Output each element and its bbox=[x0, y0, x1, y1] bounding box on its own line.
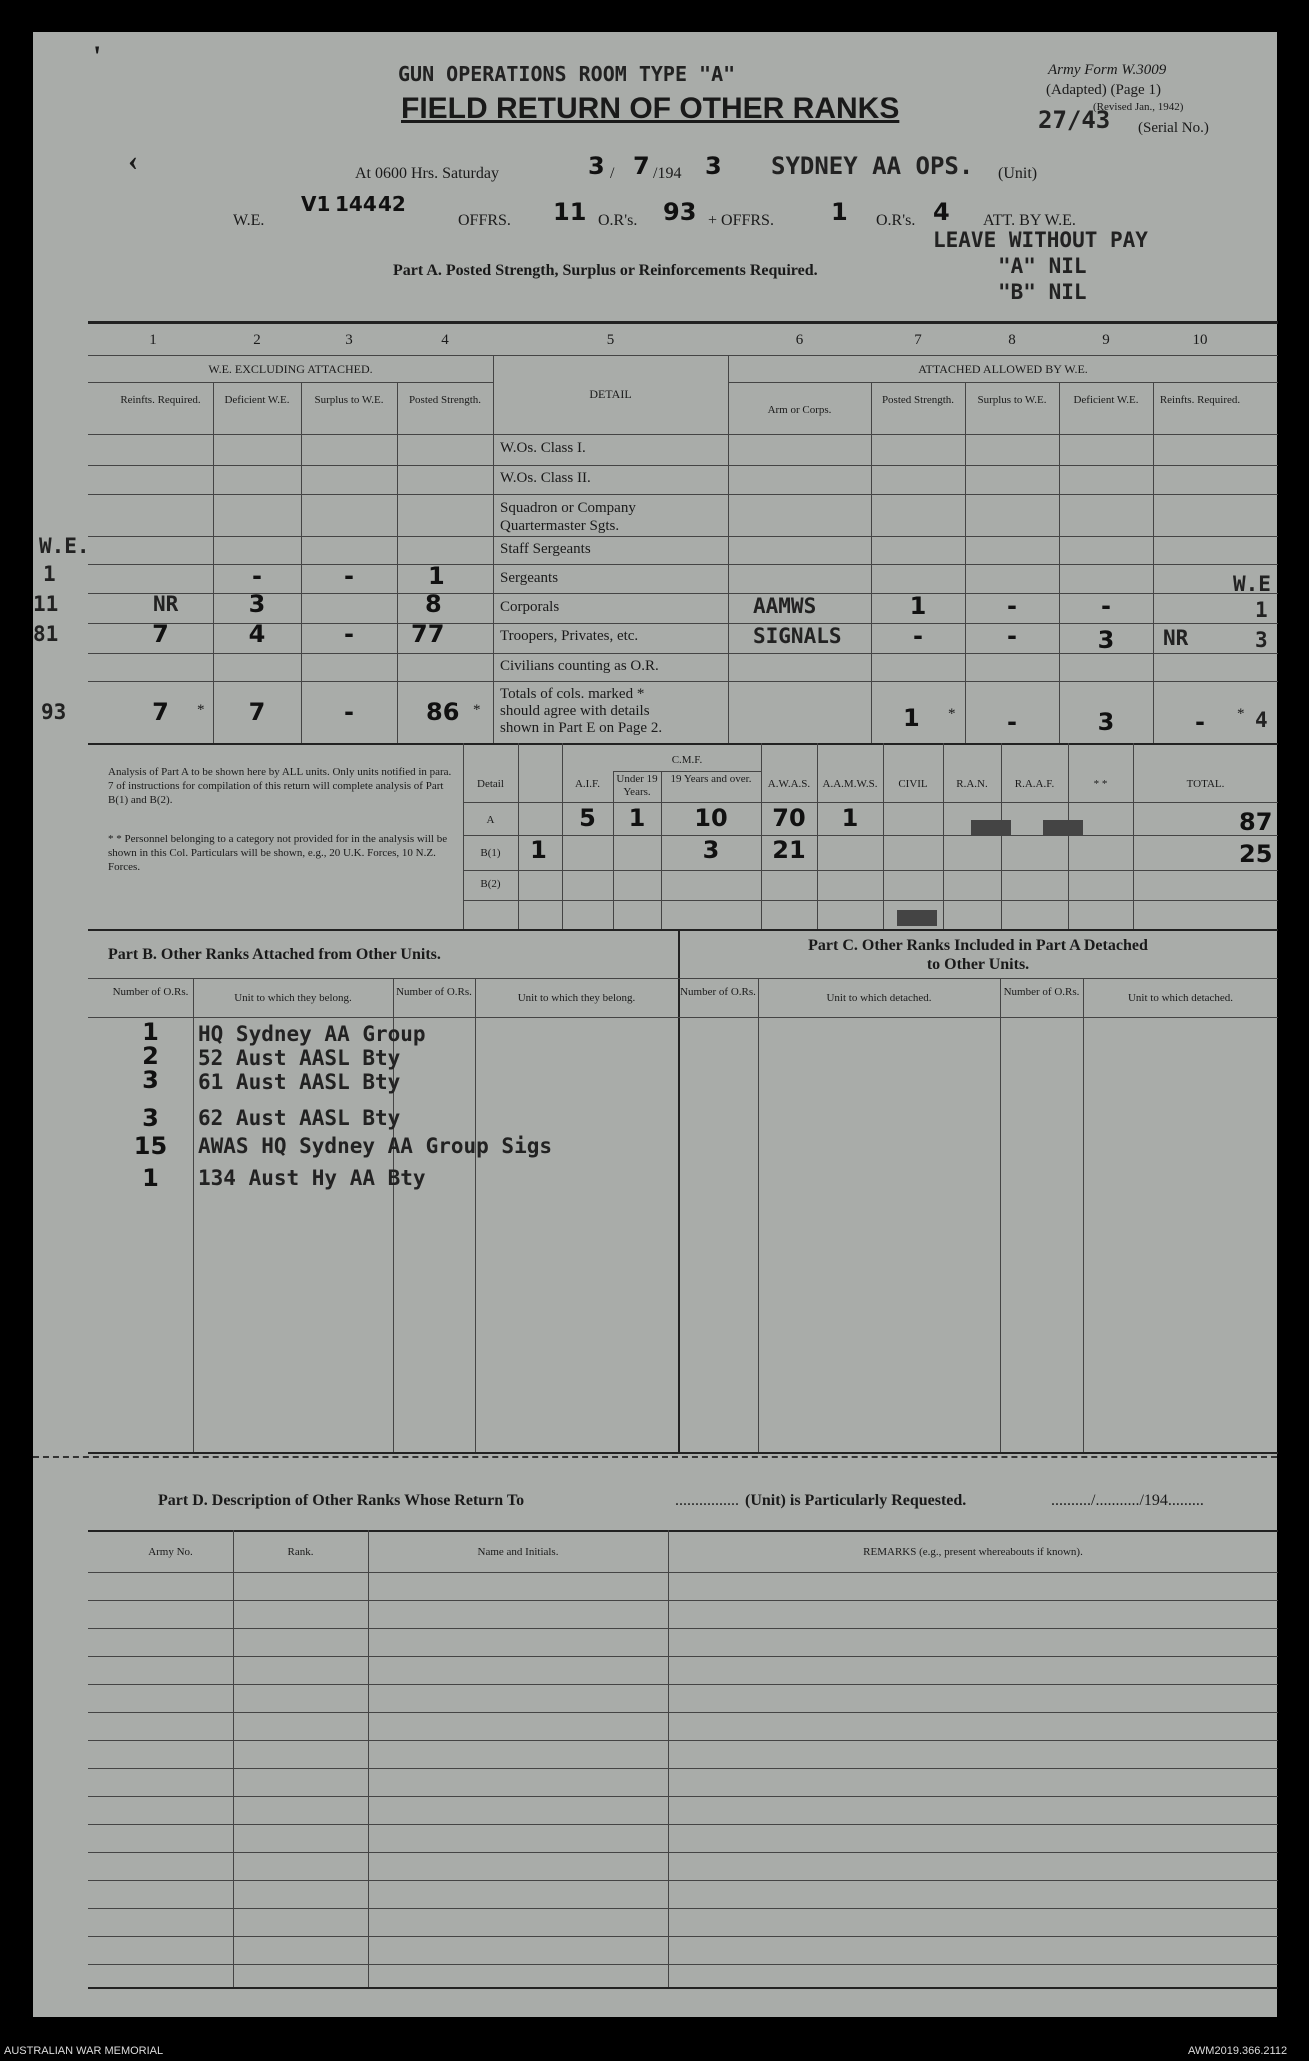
total-star-1: * bbox=[197, 702, 205, 718]
analysis-detail-header: Detail bbox=[477, 778, 504, 790]
col-number-3: 3 bbox=[345, 332, 353, 348]
margin-we-left: W.E. bbox=[39, 534, 90, 558]
rule bbox=[193, 978, 194, 1452]
corp-we-right: 1 bbox=[1255, 598, 1268, 622]
at-label: At 0600 Hrs. Saturday bbox=[355, 165, 499, 182]
offrs-value: 11 bbox=[553, 198, 587, 226]
total-star-3: * bbox=[948, 706, 956, 722]
part-a-title: Part A. Posted Strength, Surplus or Reinforcements Required. bbox=[393, 262, 818, 279]
analysis-aif-header: A.I.F. bbox=[574, 778, 601, 790]
rule bbox=[1059, 382, 1060, 743]
plus-offrs-label: + OFFRS. bbox=[708, 212, 774, 229]
rule bbox=[88, 494, 1278, 495]
analysis-b1-awas: 21 bbox=[772, 836, 806, 864]
month-value: 7 bbox=[633, 152, 650, 180]
corp-reinfts: NR bbox=[153, 592, 179, 616]
total-surplus: - bbox=[344, 698, 354, 726]
serg-we: 1 bbox=[43, 562, 56, 586]
rule bbox=[368, 1530, 369, 1987]
serg-surplus: - bbox=[344, 562, 354, 590]
header-arm-corps: Arm or Corps. bbox=[767, 404, 832, 416]
total-star-2: * bbox=[473, 702, 481, 718]
analysis-a-aamws: 1 bbox=[841, 804, 859, 832]
analysis-a-aif: 5 bbox=[579, 804, 596, 832]
part-d-date: ........../.........../194......... bbox=[1051, 1492, 1204, 1509]
leave-without-pay: LEAVE WITHOUT PAY bbox=[933, 228, 1148, 252]
form-sheet bbox=[33, 32, 1277, 2017]
rule bbox=[943, 743, 944, 929]
analysis-total-header: TOTAL. bbox=[1186, 778, 1225, 790]
rule bbox=[88, 1796, 1278, 1797]
ink-mark: ' bbox=[93, 40, 102, 73]
analysis-over19-header: 19 Years and over. bbox=[670, 773, 752, 785]
part-b-row1-unit: HQ Sydney AA Group bbox=[198, 1022, 426, 1046]
footer-accession: AWM2019.366.2112 bbox=[1188, 2045, 1288, 2057]
header-posted-strength: Posted Strength. bbox=[408, 394, 482, 406]
troop-deficient: 4 bbox=[248, 620, 266, 648]
troop-att-posted: - bbox=[913, 622, 923, 650]
rule bbox=[1001, 743, 1002, 929]
part-d-header-rank: Rank. bbox=[287, 1546, 314, 1558]
troop-surplus: - bbox=[344, 620, 354, 648]
att-label: ATT. BY W.E. bbox=[983, 212, 1076, 229]
col-number-10: 10 bbox=[1192, 332, 1208, 348]
part-d-title: Part D. Description of Other Ranks Whose Return To bbox=[158, 1492, 525, 1509]
part-b-row4-unit: 62 Aust AASL Bty bbox=[198, 1106, 401, 1130]
col-number-9: 9 bbox=[1102, 332, 1110, 348]
type-stamp: GUN OPERATIONS ROOM TYPE "A" bbox=[398, 62, 736, 86]
troop-we-right: 3 bbox=[1255, 628, 1268, 652]
corp-deficient: 3 bbox=[248, 590, 266, 618]
total-we-right: 4 bbox=[1255, 708, 1268, 732]
part-d-header-army-no: Army No. bbox=[148, 1546, 193, 1558]
slash: / bbox=[610, 165, 615, 182]
row-detail-qms: Squadron or Company Quartermaster Sgts. bbox=[500, 500, 636, 534]
plus-ors-label: O.R's. bbox=[876, 212, 916, 229]
total-att-surplus: - bbox=[1007, 708, 1017, 736]
part-c-title-2: to Other Units. bbox=[926, 956, 1030, 973]
rule bbox=[88, 1572, 1278, 1573]
row-detail-troopers: Troopers, Privates, etc. bbox=[500, 628, 639, 644]
rule bbox=[1083, 978, 1084, 1452]
rule bbox=[1153, 382, 1154, 743]
year-digit: 3 bbox=[705, 152, 722, 180]
analysis-b2-civil-redacted bbox=[897, 910, 937, 926]
ors-value: 93 bbox=[663, 198, 697, 226]
analysis-row-b1: B(1) bbox=[480, 847, 501, 859]
day-value: 3 bbox=[588, 152, 605, 180]
rule bbox=[88, 1740, 1278, 1741]
we-value-2: 144 bbox=[335, 192, 377, 216]
total-att-reinfts: - bbox=[1195, 708, 1205, 736]
corp-arm: AAMWS bbox=[753, 594, 817, 618]
rule bbox=[88, 536, 1278, 537]
total-we: 93 bbox=[41, 700, 67, 724]
analysis-note: Analysis of Part A to be shown here by ALL units. Only units notified in para. 7 of instructions for compilation of this return will complete analysis of Part B(1) and B(2). bbox=[108, 766, 452, 806]
part-c-header-unit: Unit to which detached. bbox=[826, 992, 932, 1004]
army-form-number: Army Form W.3009 bbox=[1048, 62, 1167, 78]
troop-arm: SIGNALS bbox=[753, 624, 842, 648]
rule bbox=[88, 1852, 1278, 1853]
rule bbox=[463, 802, 1278, 803]
part-b-header-unit-2: Unit to which they belong. bbox=[517, 992, 636, 1004]
col-number-6: 6 bbox=[795, 332, 804, 348]
troop-we: 81 bbox=[33, 622, 59, 646]
analysis-b1-total: 25 bbox=[1239, 840, 1273, 868]
analysis-other-header: * * bbox=[1093, 778, 1108, 790]
rule bbox=[88, 1017, 1278, 1018]
header-detail: DETAIL bbox=[589, 387, 632, 401]
rule bbox=[88, 1600, 1278, 1601]
rule bbox=[88, 1768, 1278, 1769]
unit-value: SYDNEY AA OPS. bbox=[771, 152, 974, 180]
rule bbox=[871, 382, 872, 743]
row-detail-wo2: W.Os. Class II. bbox=[500, 470, 591, 486]
rule bbox=[463, 743, 464, 929]
part-c-header-number-2: Number of O.Rs. bbox=[1003, 986, 1080, 998]
offrs-label: OFFRS. bbox=[458, 212, 511, 229]
corp-att-surplus: - bbox=[1007, 592, 1017, 620]
part-d-header-name: Name and Initials. bbox=[477, 1546, 559, 1558]
total-star-4: * bbox=[1237, 706, 1245, 722]
total-reinfts: 7 bbox=[152, 698, 169, 726]
rule bbox=[88, 1656, 1278, 1657]
analysis-under19-header: Under 19 Years. bbox=[616, 773, 658, 798]
analysis-a-ran-redacted bbox=[971, 820, 1011, 836]
part-d-dots: ................ bbox=[675, 1492, 739, 1509]
we-value-1: V1 bbox=[301, 192, 331, 216]
analysis-note-2: * * Personnel belonging to a category not provided for in the analysis will be shown in this Col. Particulars will be shown, e.g., 20 U.K. Forces, 10 N.Z. Forces. bbox=[108, 833, 448, 873]
adapted-label: (Adapted) (Page 1) bbox=[1046, 82, 1161, 98]
part-b-header-number: Number of O.Rs. bbox=[112, 986, 189, 998]
rule bbox=[88, 434, 1278, 435]
analysis-a-under19: 1 bbox=[628, 804, 646, 832]
rule bbox=[463, 870, 1278, 871]
leave-b: "B" NIL bbox=[998, 280, 1087, 304]
rule bbox=[88, 1936, 1278, 1937]
part-b-header-unit: Unit to which they belong. bbox=[234, 992, 352, 1004]
serial-label: (Serial No.) bbox=[1138, 120, 1209, 136]
rule bbox=[88, 1684, 1278, 1685]
rule bbox=[88, 1628, 1278, 1629]
col-number-8: 8 bbox=[1008, 332, 1016, 348]
rule bbox=[88, 355, 1278, 356]
rule bbox=[88, 1964, 1278, 1965]
serg-posted: 1 bbox=[428, 562, 445, 590]
serial-number: 27/43 bbox=[1038, 106, 1111, 134]
analysis-b1-over19: 3 bbox=[702, 836, 720, 864]
total-att-posted: 1 bbox=[903, 704, 920, 732]
corp-posted: 8 bbox=[425, 590, 442, 618]
rule bbox=[88, 1530, 1278, 1532]
part-b-row4-num: 3 bbox=[142, 1104, 159, 1132]
plus-ors-value: 4 bbox=[933, 198, 950, 226]
corp-we: 11 bbox=[33, 592, 59, 616]
rule bbox=[88, 743, 1278, 745]
rule bbox=[88, 681, 1278, 682]
rule bbox=[1133, 743, 1134, 929]
part-b-title: Part B. Other Ranks Attached from Other Units. bbox=[108, 946, 441, 963]
we-value-3: 42 bbox=[378, 192, 406, 216]
troop-posted: 77 bbox=[411, 620, 445, 648]
analysis-awas-header: A.W.A.S. bbox=[767, 778, 811, 790]
col-number-4: 4 bbox=[441, 332, 449, 348]
plus-offrs-value: 1 bbox=[831, 198, 848, 226]
troop-reinfts: 7 bbox=[152, 620, 169, 648]
row-detail-corporals: Corporals bbox=[500, 599, 560, 615]
rule bbox=[668, 1530, 669, 1987]
total-att-deficient: 3 bbox=[1097, 708, 1115, 736]
row-detail-sergeants: Sergeants bbox=[500, 570, 559, 586]
rule bbox=[88, 1712, 1278, 1713]
unit-label: (Unit) bbox=[998, 165, 1038, 182]
rule bbox=[1000, 978, 1001, 1452]
rule bbox=[463, 900, 1278, 901]
part-d-header-remarks: REMARKS (e.g., present whereabouts if known). bbox=[863, 1546, 1083, 1558]
part-c-header-unit-2: Unit to which detached. bbox=[1127, 992, 1234, 1004]
analysis-a-total: 87 bbox=[1239, 808, 1273, 836]
part-b-row3-unit: 61 Aust AASL Bty bbox=[198, 1070, 401, 1094]
row-detail-totals: Totals of cols. marked * should agree with details shown in Part E on Page 2. bbox=[500, 686, 663, 736]
analysis-a-over19: 10 bbox=[694, 804, 728, 832]
analysis-ran-header: R.A.N. bbox=[956, 778, 988, 790]
rule bbox=[883, 743, 884, 929]
analysis-row-a: A bbox=[486, 814, 495, 826]
rule bbox=[88, 1908, 1278, 1909]
rule bbox=[88, 1452, 1278, 1454]
header-reinfts-att: Reinfts. Required. bbox=[1159, 394, 1241, 406]
part-b-row3-num: 3 bbox=[142, 1066, 159, 1094]
revised-label: (Revised Jan., 1942) bbox=[1093, 101, 1184, 113]
row-detail-civilians: Civilians counting as O.R. bbox=[500, 658, 659, 674]
troop-att-deficient: 3 bbox=[1097, 626, 1115, 654]
we-excluding-header: W.E. EXCLUDING ATTACHED. bbox=[208, 362, 373, 376]
rule bbox=[88, 978, 1278, 979]
rule bbox=[965, 382, 966, 743]
header-deficient-att: Deficient W.E. bbox=[1073, 394, 1139, 406]
part-d-unit: (Unit) is Particularly Requested. bbox=[745, 1492, 967, 1509]
col-number-2: 2 bbox=[253, 332, 261, 348]
total-deficient: 7 bbox=[248, 698, 266, 726]
rule bbox=[463, 835, 1278, 836]
rule bbox=[1068, 743, 1069, 929]
troop-att-reinfts: NR bbox=[1163, 626, 1189, 650]
row-detail-staff-sergeants: Staff Sergeants bbox=[500, 541, 591, 557]
rule bbox=[88, 1824, 1278, 1825]
analysis-row-b2: B(2) bbox=[480, 878, 501, 890]
col-number-5: 5 bbox=[606, 332, 615, 348]
part-b-row5-unit: AWAS HQ Sydney AA Group Sigs bbox=[198, 1134, 553, 1158]
corp-att-deficient: - bbox=[1101, 592, 1111, 620]
part-c-header-number: Number of O.Rs. bbox=[680, 986, 756, 998]
analysis-aamws-header: A.A.M.W.S. bbox=[822, 778, 878, 790]
header-surplus: Surplus to W.E. bbox=[314, 394, 384, 406]
part-b-row2-unit: 52 Aust AASL Bty bbox=[198, 1046, 401, 1070]
corp-att-posted: 1 bbox=[909, 592, 927, 620]
rule bbox=[88, 321, 1278, 324]
rule bbox=[88, 465, 1278, 466]
rule bbox=[233, 1530, 234, 1987]
rule bbox=[88, 1987, 1278, 1989]
part-c-title: Part C. Other Ranks Included in Part A Detached bbox=[808, 937, 1148, 954]
col-number-1: 1 bbox=[149, 332, 157, 348]
header-reinfts-required: Reinfts. Required. bbox=[120, 394, 201, 406]
ors-label: O.R's. bbox=[598, 212, 638, 229]
part-b-row6-num: 1 bbox=[142, 1164, 159, 1192]
leave-a: "A" NIL bbox=[998, 254, 1087, 278]
rule bbox=[728, 382, 1278, 383]
analysis-a-awas: 70 bbox=[772, 804, 806, 832]
footer-credit: AUSTRALIAN WAR MEMORIAL bbox=[4, 2045, 164, 2057]
year-prefix: /194 bbox=[653, 165, 682, 182]
part-b-row6-unit: 134 Aust Hy AA Bty bbox=[198, 1166, 426, 1190]
ink-mark-2: ‹ bbox=[128, 144, 138, 177]
form-title: FIELD RETURN OF OTHER RANKS bbox=[401, 92, 900, 125]
margin-we-right: W.E bbox=[1233, 572, 1271, 596]
header-posted-strength-att: Posted Strength. bbox=[881, 394, 955, 406]
analysis-b1-aif: 1 bbox=[530, 836, 547, 864]
rule bbox=[817, 743, 818, 929]
we-label: W.E. bbox=[233, 212, 265, 229]
rule bbox=[613, 771, 761, 772]
part-b-row5-num: 15 bbox=[133, 1132, 168, 1160]
analysis-civil-header: CIVIL bbox=[898, 778, 928, 790]
rule bbox=[33, 1456, 1277, 1458]
analysis-raaf-header: R.A.A.F. bbox=[1014, 778, 1055, 790]
total-posted: 86 bbox=[426, 698, 460, 726]
rule bbox=[475, 978, 476, 1452]
rule bbox=[493, 355, 494, 743]
rule bbox=[88, 1880, 1278, 1881]
rule bbox=[88, 382, 493, 383]
analysis-cmf-header: C.M.F. bbox=[671, 754, 703, 766]
header-deficient: Deficient W.E. bbox=[224, 394, 290, 406]
row-detail-wo1: W.Os. Class I. bbox=[500, 440, 586, 456]
rule bbox=[758, 978, 759, 1452]
col-number-7: 7 bbox=[914, 332, 922, 348]
analysis-a-raaf-redacted bbox=[1043, 820, 1083, 836]
part-b-row2-num: 2 bbox=[142, 1042, 159, 1070]
part-b-row1-num: 1 bbox=[142, 1018, 159, 1046]
rule bbox=[397, 382, 398, 743]
header-surplus-att: Surplus to W.E. bbox=[977, 394, 1047, 406]
part-b-header-number-2: Number of O.Rs. bbox=[396, 986, 472, 998]
troop-att-surplus: - bbox=[1007, 622, 1017, 650]
attached-allowed-header: ATTACHED ALLOWED BY W.E. bbox=[918, 362, 1088, 376]
serg-deficient: - bbox=[252, 562, 262, 590]
rule bbox=[88, 929, 1278, 931]
rule bbox=[678, 931, 680, 1454]
